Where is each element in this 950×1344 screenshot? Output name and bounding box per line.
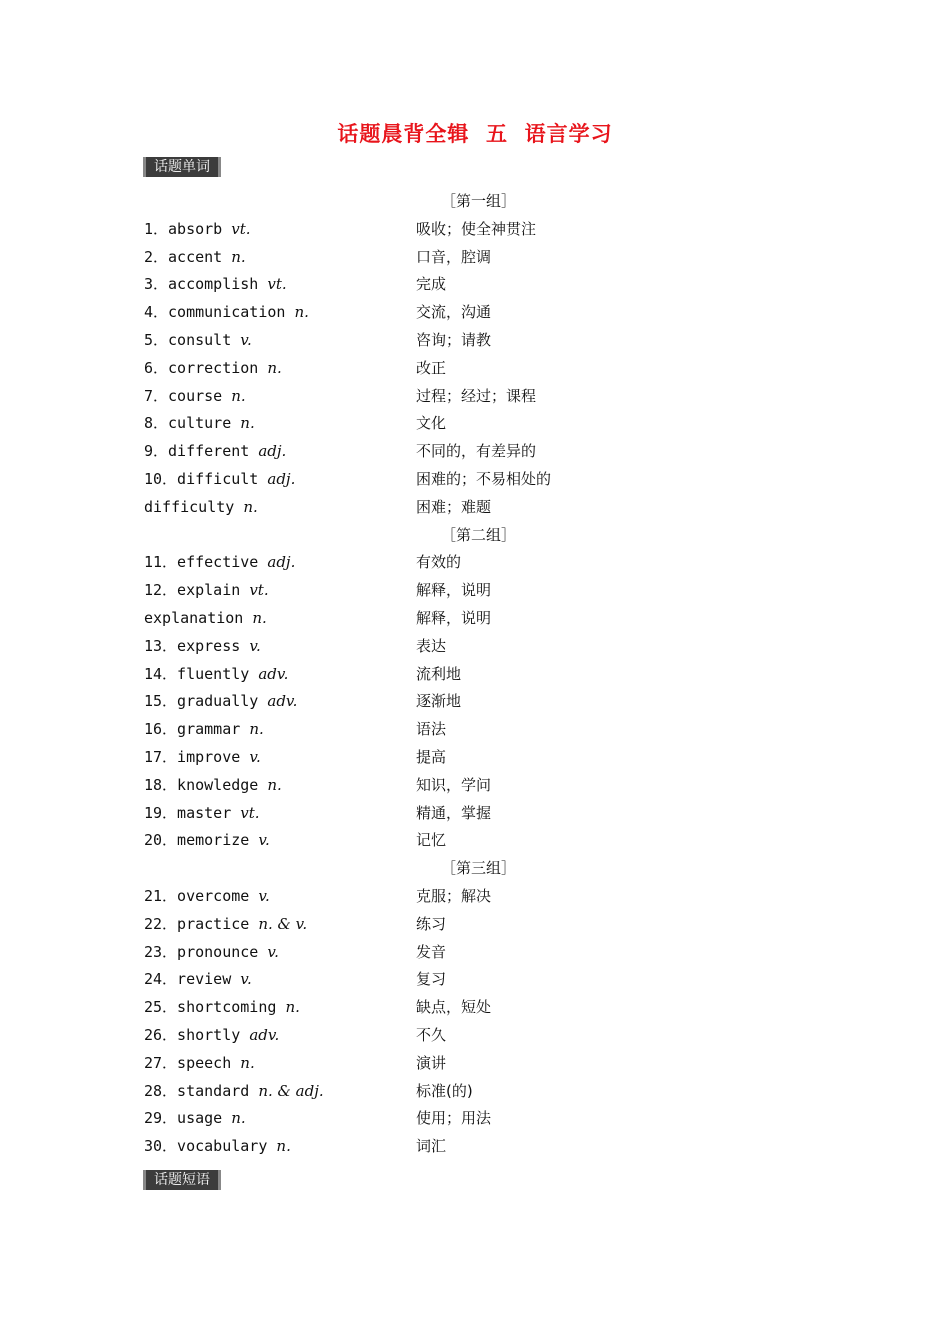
word-meaning: 复习 [416,970,447,989]
word-meaning: 不久 [416,1025,447,1044]
word-meaning: 口音，腔调 [416,247,492,266]
word-row [0,383,950,411]
word-english [144,299,309,327]
word-meaning: 词汇 [416,1137,447,1156]
word-english [144,994,300,1022]
word-english [144,1133,291,1161]
word-row [0,633,950,661]
part-of-speech: n. [252,608,267,627]
word-english [144,577,269,605]
word-meaning: 交流，沟通 [416,303,492,322]
word-english [144,438,286,466]
word-row [0,994,950,1022]
word-term: 23．pronounce [144,942,268,961]
word-english [144,549,295,577]
word-term: 12．explain [144,581,250,600]
word-row [0,327,950,355]
word-term: 15．gradually [144,692,268,711]
part-of-speech: n. [249,720,264,739]
part-of-speech: vt. [231,219,251,238]
word-term: 27．speech [144,1053,241,1072]
word-english [144,911,307,939]
word-meaning: 改正 [416,358,447,377]
word-row [0,1133,950,1161]
word-english [144,939,279,967]
word-english [144,244,246,272]
word-meaning: 练习 [416,914,447,933]
word-meaning: 解释，说明 [416,608,492,627]
word-term: 1．absorb [144,219,232,238]
word-term: explanation [144,608,253,627]
part-of-speech: v. [240,970,252,989]
word-english [144,883,270,911]
word-meaning: 咨询；请教 [416,330,492,349]
word-row [0,605,950,633]
word-term: 22．practice [144,914,259,933]
word-meaning: 不同的，有差异的 [416,442,537,461]
word-term: difficulty [144,497,244,516]
part-of-speech: n. & v. [258,914,308,933]
word-meaning: 文化 [416,414,447,433]
page-title: 话题晨背全辑 五 语言学习 [337,122,613,146]
word-term: 16．grammar [144,720,250,739]
word-meaning: 演讲 [416,1053,447,1072]
word-meaning: 使用；用法 [416,1109,492,1128]
word-term: 30．vocabulary [144,1137,277,1156]
word-english [144,716,264,744]
word-english [144,661,288,689]
word-term: 21．overcome [144,886,259,905]
part-of-speech: n. [240,1053,255,1072]
word-row [0,939,950,967]
word-term: 4．communication [144,303,295,322]
word-english [144,410,255,438]
part-of-speech: v. [267,942,279,961]
word-row [0,744,950,772]
part-of-speech: n. [267,358,282,377]
word-term: 18．knowledge [144,775,268,794]
word-english [144,1105,246,1133]
word-english [144,605,267,633]
word-term: 19．master [144,803,241,822]
word-meaning: 精通，掌握 [416,803,492,822]
part-of-speech: v. [249,636,261,655]
word-row [0,688,950,716]
word-meaning: 提高 [416,747,447,766]
word-english [144,827,270,855]
group-title: ［第二组］ [441,525,517,544]
word-row [0,577,950,605]
word-row [0,466,950,494]
word-english [144,744,261,772]
word-row [0,438,950,466]
part-of-speech: n. [243,497,258,516]
part-of-speech: v. [258,831,270,850]
group-heading [0,855,950,883]
word-english [144,688,297,716]
word-term: 29．usage [144,1109,232,1128]
part-of-speech: n. [231,247,246,266]
word-meaning: 吸收；使全神贯注 [416,219,537,238]
word-row [0,661,950,689]
part-of-speech: n. [285,998,300,1017]
part-of-speech: adj. [267,553,296,572]
word-term: 26．shortly [144,1025,250,1044]
word-row [0,1022,950,1050]
word-row [0,966,950,994]
word-term: 5．consult [144,330,241,349]
word-meaning: 标准(的) [416,1081,473,1100]
word-term: 28．standard [144,1081,259,1100]
group-heading [0,188,950,216]
part-of-speech: v. [249,747,261,766]
word-row [0,410,950,438]
phrases-section-label: 话题短语 [143,1170,221,1190]
part-of-speech: n. [294,303,309,322]
part-of-speech: vt. [267,275,287,294]
word-english [144,383,246,411]
word-meaning: 过程；经过；课程 [416,386,537,405]
part-of-speech: vt. [240,803,260,822]
word-meaning: 语法 [416,720,447,739]
word-meaning: 完成 [416,275,447,294]
word-term: 17．improve [144,747,250,766]
word-row [0,911,950,939]
word-term: 9．different [144,442,259,461]
word-english [144,966,252,994]
word-row [0,1078,950,1106]
word-meaning: 克服；解决 [416,886,492,905]
part-of-speech: v. [258,886,270,905]
part-of-speech: n. [240,414,255,433]
word-term: 13．express [144,636,250,655]
word-meaning: 记忆 [416,831,447,850]
word-term: 24．review [144,970,241,989]
word-row [0,1050,950,1078]
word-row [0,716,950,744]
part-of-speech: n. [276,1137,291,1156]
word-term: 7．course [144,386,232,405]
word-english [144,1050,255,1078]
word-row [0,827,950,855]
word-meaning: 困难的；不易相处的 [416,469,552,488]
word-meaning: 发音 [416,942,447,961]
word-english [144,494,258,522]
word-term: 2．accent [144,247,232,266]
part-of-speech: adj. [258,442,287,461]
word-row [0,494,950,522]
word-meaning: 解释，说明 [416,581,492,600]
word-term: 11．effective [144,553,268,572]
word-row [0,772,950,800]
word-term: 6．correction [144,358,268,377]
word-meaning: 流利地 [416,664,462,683]
word-term: 25．shortcoming [144,998,286,1017]
word-row [0,271,950,299]
word-row [0,1105,950,1133]
word-english [144,327,252,355]
part-of-speech: adv. [258,664,289,683]
word-term: 10．difficult [144,469,268,488]
part-of-speech: n. [267,775,282,794]
word-english [144,355,282,383]
word-term: 3．accomplish [144,275,268,294]
word-meaning: 有效的 [416,553,462,572]
word-english [144,772,282,800]
word-row [0,216,950,244]
part-of-speech: n. [231,386,246,405]
word-english [144,633,261,661]
part-of-speech: v. [240,330,252,349]
word-meaning: 表达 [416,636,447,655]
word-term: 14．fluently [144,664,259,683]
part-of-speech: n. [231,1109,246,1128]
word-row [0,244,950,272]
word-english [144,216,251,244]
word-english [144,800,260,828]
part-of-speech: vt. [249,581,269,600]
word-row [0,800,950,828]
word-english [144,1022,279,1050]
words-section-label: 话题单词 [143,157,221,177]
part-of-speech: adj. [267,469,296,488]
word-meaning: 困难；难题 [416,497,492,516]
word-term: 8．culture [144,414,241,433]
word-meaning: 缺点，短处 [416,998,492,1017]
group-heading [0,522,950,550]
word-term: 20．memorize [144,831,259,850]
group-title: ［第一组］ [441,192,517,210]
part-of-speech: adv. [249,1025,280,1044]
word-row [0,883,950,911]
word-row [0,549,950,577]
word-list [0,188,950,1161]
word-meaning: 逐渐地 [416,692,462,711]
word-english [144,271,287,299]
word-english [144,1078,324,1106]
group-title: ［第三组］ [441,859,517,878]
part-of-speech: n. & adj. [258,1081,324,1100]
word-row [0,355,950,383]
word-meaning: 知识，学问 [416,775,492,794]
part-of-speech: adv. [267,692,298,711]
word-row [0,299,950,327]
word-english [144,466,295,494]
